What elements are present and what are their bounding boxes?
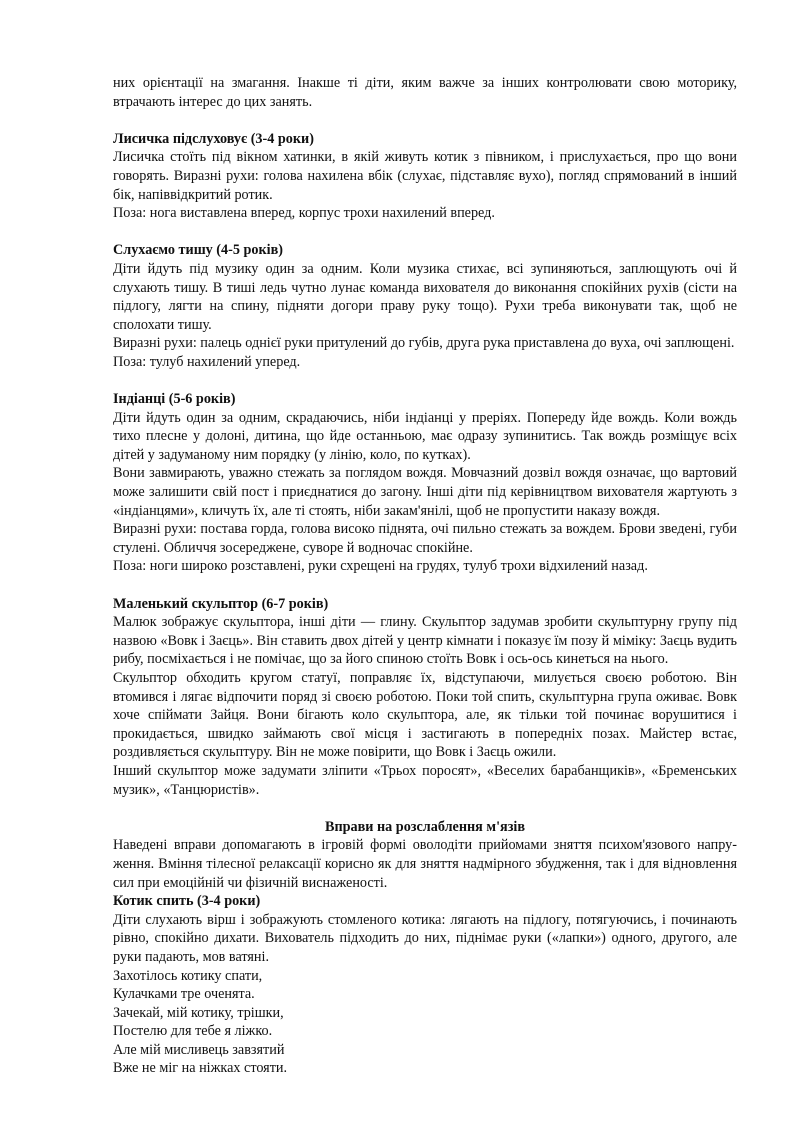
section-tyshu xyxy=(113,241,737,371)
document-page xyxy=(113,74,737,1078)
paragraph: Інший скульптор може задумати зліпити «Трьох поросят», «Веселих барабанщиків», «Бременських музик», «Танцюристів». xyxy=(113,762,737,798)
paragraph: Діти йдуть один за одним, скрадаючись, ніби індіанці у преріях. Попереду йде вождь. Коли вождь тихо плесне у долоні, дитина, що йде останньою, має одразу зупинитись. Так вождь розміщує всіх дітей у задуманому ним порядку (у лінію, коло, по кутках). xyxy=(113,409,737,463)
chapter-heading: Вправи на розслаблення м'язів xyxy=(324,818,525,835)
poem-line: Але мій мисливець завзятий xyxy=(113,1041,285,1058)
poem xyxy=(113,967,737,1079)
poem-line: Зачекай, мій котику, трішки, xyxy=(113,1004,284,1021)
section-kotyk xyxy=(113,892,737,1078)
section-heading: Індіанці (5-6 років) xyxy=(113,391,236,408)
section-lysychka xyxy=(113,130,737,223)
paragraph: Виразні рухи: палець однієї руки притулений до губів, друга рука приставлена до вуха, очі заплющені. xyxy=(113,335,735,352)
section-heading: Слухаємо тишу (4-5 років) xyxy=(113,242,283,259)
poem-line: Вже не міг на ніжках стояти. xyxy=(113,1060,288,1077)
paragraph: Виразні рухи: постава горда, голова високо піднята, очі пильно стежать за вождем. Брови зведені, губи стулені. Обличчя зосереджене, суворе й водночас спокійне. xyxy=(113,521,737,556)
section-heading: Лисичка підслуховує (3-4 роки) xyxy=(113,130,314,147)
paragraph: Діти йдуть під музику один за одним. Коли музика стихає, всі зупиняються, заплющують очі й слухають тишу. В тиші ледь чутно лунає команда вихователя до виконання спокійних рухів (сісти на підлогу, лягти на спину, підняти догори праву руку тощо). Рухи треба виконувати так, щоб не сполохати тишу. xyxy=(113,260,737,333)
paragraph: Діти слухають вірш і зображують стомленого котика: лягають на підлогу, потягуючись, і починають рівно, спокійно дихати. Вихователь підходить до них, піднімає руки («лапки») одного, другого, але руки падають, мов ватяні. xyxy=(113,911,737,965)
poem-line: Кулачками тре оченята. xyxy=(113,986,255,1003)
poem-line: Захотілось котику спати, xyxy=(113,967,263,984)
paragraph: Поза: ноги широко розставлені, руки схрещені на грудях, тулуб трохи відхилений назад. xyxy=(113,558,648,575)
paragraph: Вони завмирають, уважно стежать за поглядом вождя. Мовчазний дозвіл вождя означає, що вартовий може залишити свій пост і приєднатися до загону. Інші діти під керівництвом вихователя жартують з «індіанцями», кличуть їх, але ті стоять, ніби закам'янілі, щоб не пропустити наказу вождя. xyxy=(113,465,737,519)
paragraph: Поза: нога виставлена вперед, корпус трохи нахилений вперед. xyxy=(113,205,495,222)
section-heading: Котик спить (3-4 роки) xyxy=(113,893,261,910)
poem-line: Постелю для тебе я ліжко. xyxy=(113,1023,273,1040)
paragraph: Поза: тулуб нахилений уперед. xyxy=(113,353,301,370)
section-heading: Маленький скульптор (6-7 років) xyxy=(113,595,329,612)
paragraph: Скульптор обходить кругом статуї, поправляє їх, відступаючи, милується своєю роботою. Він втомився і лягає відпочити поряд зі своєю роботою. Поки той спить, скульптурна група оживає. Вовк хоче спіймати Зайця. Вони бігають коло скульптора, але, як тільки той починає ворушитися і прокидається, швидко займають свої місця і застигають в попередніх позах. Майстер встає, роздивляється скульптуру. Він не може повірити, що Вовк і Заєць ожили. xyxy=(113,670,737,761)
paragraph: Лисичка стоїть під вікном хатинки, в якій живуть котик з півником, і прислухається, про що вони говорять. Виразні рухи: голова нахилена вбік (слухає, підставляє вухо), погляд спрямований в інший бік, напіввідкритий ротик. xyxy=(113,149,737,203)
paragraph: Малюк зображує скульптора, інші діти — глину. Скульптор задумав зробити скульптурну групу під назвою «Вовк і Заєць». Він ставить двох дітей у центр кімнати і показує їм позу й міміку: Заєць вудить рибу, посміхається і не помічає, що за його спиною стоїть Вовк і ось-ось кинеться на нього. xyxy=(113,614,737,668)
section-indiantsi xyxy=(113,390,737,576)
paragraph: Наведені вправи допомагають в ігровій формі оволодіти прийомами зняття психом'язового напру-ження. Вміння тілесної релаксації корисно як для зняття надмірного збудження, так і для відновлення сил при емоційній чи фізичній виснаженості. xyxy=(113,837,737,891)
section-skulptor xyxy=(113,595,737,800)
intro-paragraph: них орієнтації на змагання. Інакше ті діти, яким важче за інших контролювати свою моторику, втрачають інтерес до цих занять. xyxy=(113,75,737,110)
